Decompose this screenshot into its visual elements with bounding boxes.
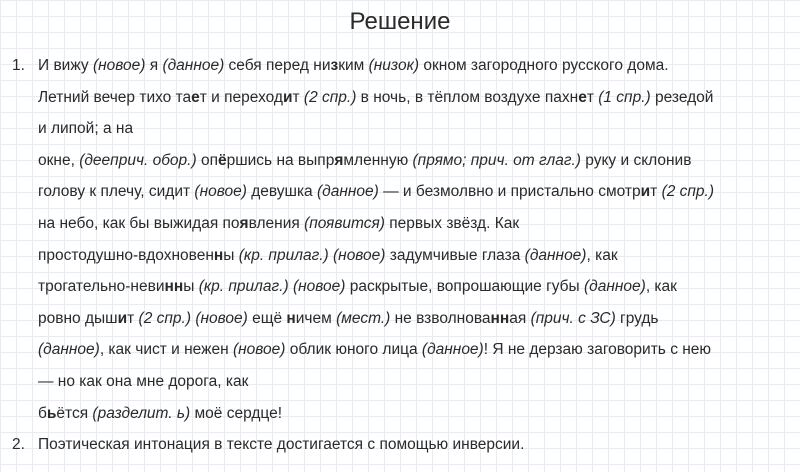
text-run: на небо, как бы выжидая по: [38, 214, 240, 232]
text-run: — и безмолвно и пристально смотр: [378, 183, 641, 201]
text-run: первых звёзд. Как: [384, 214, 520, 232]
answer-list: [12, 50, 792, 461]
text-run: себя перед ни: [224, 57, 331, 74]
text-line: [38, 303, 792, 335]
highlighted-letter: нн: [164, 278, 184, 296]
annotation: (кр. прилаг.): [198, 278, 289, 296]
annotation: (низок): [368, 57, 420, 74]
text-run: , как чист и нежен: [99, 341, 233, 359]
highlighted-letter: я: [239, 214, 249, 232]
text-line: [38, 82, 792, 114]
text-run: в ночь, в тёплом воздухе пахн: [356, 88, 579, 106]
list-item: [12, 429, 792, 461]
annotation: (данное): [584, 278, 646, 296]
text-run: ы: [183, 278, 199, 296]
highlighted-letter: и: [117, 309, 128, 327]
text-run: т: [292, 88, 304, 106]
annotation: (новое): [292, 278, 346, 296]
text-line: [38, 208, 792, 240]
annotation: (данное): [38, 341, 100, 359]
annotation: (дееприч. обор.): [79, 151, 197, 169]
text-run: ая: [509, 309, 531, 327]
text-run: оп: [196, 151, 218, 169]
highlighted-letter: н: [286, 309, 296, 327]
list-item-text: [38, 50, 792, 429]
text-run: ы: [223, 246, 239, 264]
text-run: моё сердце!: [190, 404, 283, 422]
text-line: [38, 398, 792, 430]
text-run: раскрытые, вопрошающие губы: [345, 278, 584, 296]
text-line: [38, 271, 792, 303]
text-run: и липой; а на: [38, 120, 134, 138]
list-item: [12, 50, 792, 429]
highlighted-letter: я: [334, 151, 344, 169]
text-run: ещё: [247, 309, 287, 327]
text-line: [38, 50, 792, 82]
text-run: ровно дыш: [38, 309, 118, 327]
annotation: (2 спр.): [138, 309, 191, 327]
text-run: ётся: [56, 404, 93, 422]
text-run: девушка: [246, 183, 317, 201]
text-run: ршись на выпр: [226, 151, 335, 169]
annotation: (прич. с ЗС): [530, 309, 616, 327]
annotation: (1 спр.): [598, 88, 651, 106]
text-line: [38, 334, 792, 366]
text-run: голову к плечу, сидит: [38, 183, 195, 201]
text-line: [38, 113, 792, 145]
annotation: (новое): [232, 341, 286, 359]
highlighted-letter: н: [213, 246, 224, 264]
annotation: (данное): [421, 341, 484, 359]
text-run: т и переход: [199, 88, 283, 106]
text-run: простодушно-вдохновен: [38, 246, 214, 264]
text-run: окном загородного русского дома.: [419, 57, 669, 74]
text-run: Поэтическая интонация в тексте достигается с помощью инверсии.: [38, 436, 525, 454]
text-run: ичем: [295, 309, 337, 327]
text-run: окне,: [38, 151, 80, 169]
highlighted-letter: и: [282, 88, 293, 106]
annotation: (2 спр.): [661, 183, 715, 201]
text-run: я: [145, 57, 163, 74]
text-run: мленную: [343, 151, 413, 169]
text-line: [38, 176, 792, 208]
list-item-text: [38, 429, 792, 461]
annotation: (появится): [304, 214, 385, 232]
text-run: т: [650, 183, 662, 201]
text-run: ким: [338, 57, 369, 74]
annotation: (новое): [194, 183, 247, 201]
highlighted-letter: нн: [490, 309, 510, 327]
highlighted-letter: е: [191, 88, 200, 106]
text-line: [38, 145, 792, 177]
text-line: [38, 366, 792, 398]
list-item-number: 2.: [12, 436, 25, 454]
annotation: (данное): [162, 57, 225, 74]
text-run: , как: [586, 246, 618, 264]
annotation: (2 спр.): [303, 88, 357, 106]
page-title: Решение: [349, 8, 451, 35]
annotation: (мест.): [336, 309, 391, 327]
text-line: [38, 240, 792, 272]
text-run: задумчивые глаза: [385, 246, 525, 264]
annotation: (разделит. ь): [92, 404, 191, 422]
text-run: ! Я не дерзаю заговорить с нею: [483, 341, 712, 359]
text-run: грудь: [615, 309, 659, 327]
highlighted-letter: и: [640, 183, 651, 201]
annotation: (кр. прилаг.): [238, 246, 329, 264]
highlighted-letter: е: [578, 88, 587, 106]
text-run: трогательно-неви: [38, 278, 165, 296]
text-run: вления: [248, 214, 305, 232]
highlighted-letter: ё: [217, 151, 227, 169]
text-run: облик юного лица: [285, 341, 422, 359]
annotation: (новое): [195, 309, 248, 327]
highlighted-letter: ь: [46, 404, 57, 422]
text-run: б: [38, 404, 47, 422]
text-run: резедой: [650, 88, 714, 106]
text-run: т: [586, 88, 599, 106]
text-run: т: [127, 309, 139, 327]
text-run: И вижу: [38, 57, 93, 74]
highlighted-letter: з: [330, 57, 339, 74]
annotation: (данное): [317, 183, 379, 201]
text-run: — но как она мне дорога, как: [38, 372, 249, 390]
annotation: (новое): [333, 246, 386, 264]
annotation: (новое): [92, 57, 146, 74]
text-run: не взволнова: [390, 309, 491, 327]
text-run: руку и склонив: [580, 151, 692, 169]
text-line: [38, 429, 792, 461]
text-run: Летний вечер тихо та: [38, 88, 192, 106]
annotation: (прямо; прич. от глаг.): [412, 151, 581, 169]
list-item-number: 1.: [12, 57, 25, 74]
annotation: (данное): [524, 246, 587, 264]
text-run: , как: [645, 278, 677, 296]
